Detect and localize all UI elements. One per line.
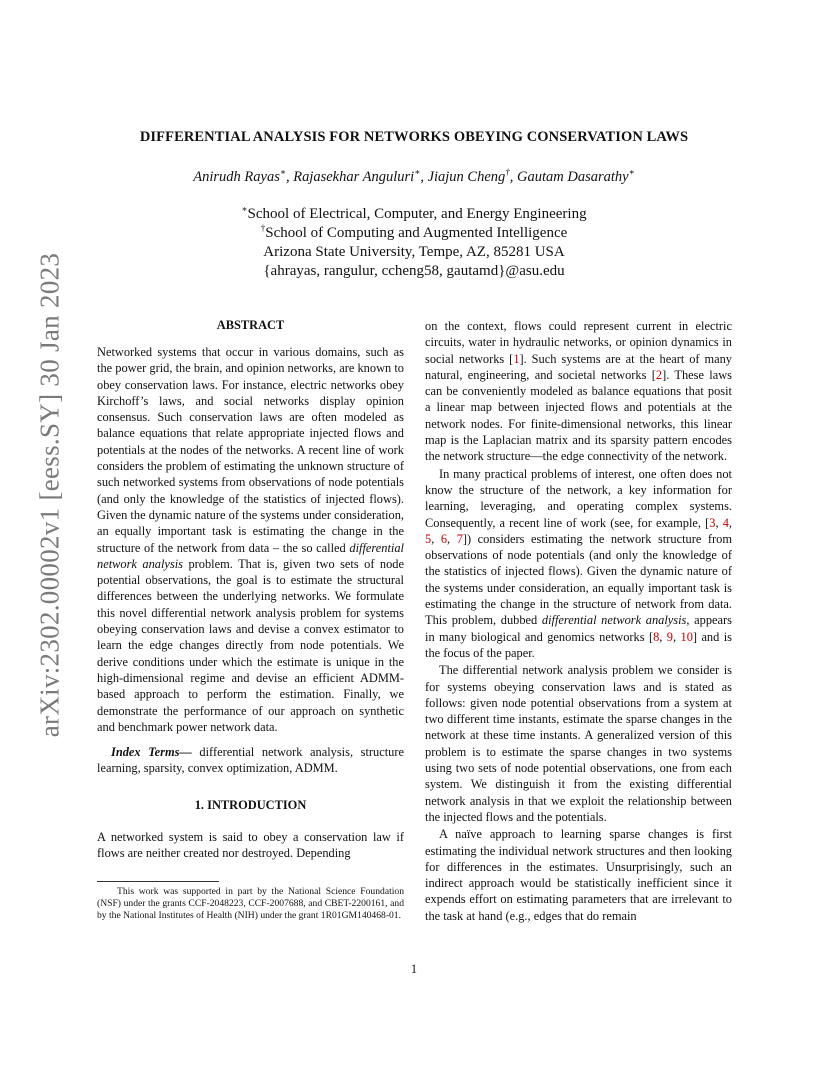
affiliation-text: School of Electrical, Computer, and Energy Engineering xyxy=(247,206,587,222)
author-name: Jiajun Cheng xyxy=(427,169,506,185)
affiliation-line xyxy=(0,224,828,243)
citation-link[interactable]: 10 xyxy=(680,629,693,644)
paragraph-text: on the context, flows could represent current in electric circuits, water in hydraulic networks, or opinion dynamics in social networks [ xyxy=(425,319,732,366)
section-heading: 1. INTRODUCTION xyxy=(194,797,307,812)
citation-link[interactable]: 2 xyxy=(655,367,663,382)
index-terms-text: differential network analysis, structure learning, sparsity, convex optimization, ADMM. xyxy=(97,745,404,776)
author-name: Rajasekhar Anguluri xyxy=(293,169,415,185)
affiliation-mark: † xyxy=(505,167,510,178)
footnote: This work was supported in part by the National Science Foundation (NSF) under the grants CCF-2048223, CCF-2007688, and CBET-2200161, and by the National Institutes of Health (NIH) under the grant 1R01GM140468-01. xyxy=(97,886,404,921)
author-separator: , xyxy=(420,169,428,185)
intro-paragraph: A networked system is said to obey a conservation law if flows are neither created nor destroyed. Depending xyxy=(97,830,404,861)
citation-link[interactable]: 7 xyxy=(456,531,463,546)
citation-link[interactable]: 9 xyxy=(666,629,673,644)
citation-link[interactable]: 5 xyxy=(425,531,432,546)
affiliation-line xyxy=(0,205,828,224)
abstract-emphasis: differential network analysis xyxy=(97,540,404,571)
index-terms-label: Index Terms— xyxy=(111,745,192,760)
footnote-rule xyxy=(97,881,219,882)
abstract-text-part: Networked systems that occur in various domains, such as the power grid, the brain, and opinion networks, are known to obey conservation laws. For instance, electric networks obey Kirchoff’s laws, and social networks display opinion consensus. Such conservation laws are often modeled as balance equations that relate appropriate injected flows and potentials at the nodes of the networks. A recent line of work considers the problem of estimating the unknown structure of such networked systems from observations of node potentials (and only the knowledge of the statistics of injected flows). Given the dynamic nature of the systems under consideration, an equally important task is estimating the change in the structure of the network from data – the so called xyxy=(97,345,404,555)
author-name: Anirudh Rayas xyxy=(193,169,280,185)
paragraph-text: ] and is the focus of the paper. xyxy=(425,629,732,660)
abstract-text xyxy=(97,344,404,735)
intro-paragraph: The differential network analysis problem we consider is for systems obeying conservation laws and is stated as follows: given node potential observations from a system at two different time instants, estimate the sparse changes in the network at these time instants. A generalized version of this problem is to estimate the sparse changes in two systems using two sets of node potential observations, one from each system. We distinguish it from the existing differential network analysis in that we exploit the relationship between the injected flows and the potentials. xyxy=(425,663,732,824)
citation-link[interactable]: 8 xyxy=(653,629,660,644)
page-number: 1 xyxy=(410,962,418,976)
right-column xyxy=(425,318,732,924)
affiliations xyxy=(0,205,828,281)
citation-link[interactable]: 6 xyxy=(440,531,448,546)
paragraph-emphasis: differential network analysis xyxy=(541,613,687,628)
paragraph-text: In many practical problems of interest, one often does not know the structure of the network, a key information for learning, leveraging, and operating complex systems. Consequently, a recent line of work (see, for example, [ xyxy=(425,466,732,530)
author-separator: , xyxy=(285,169,294,185)
author-emails: {ahrayas, rangulur, ccheng58, gautamd}@asu.edu xyxy=(263,263,565,279)
intro-paragraph: In many practical problems of interest, one often does not know the structure of the network, a key information for learning, leveraging, and operating complex systems. Consequently, a recent line of work (see, for example, [3, 4, 5, 6, 7]) considers estimating the network structure from observations of node potentials (and only the knowledge of the statistics of injected flows). Given the dynamic nature of the systems under consideration, an equally important task is estimating the change in the structure of network from data. This problem, dubbed differential network analysis, appears in many biological and genomics networks [8, 9, 10] and is the focus of the paper. xyxy=(425,466,732,660)
paragraph-text: ]) considers estimating the network structure from observations of node potentials (and only the knowledge of the statistics of injected flows). Given the dynamic nature of the systems under consideration, an equally important task is estimating the change in the structure of network from data. This problem, dubbed xyxy=(425,531,732,628)
author-list xyxy=(0,169,828,186)
author-separator: , xyxy=(509,169,518,185)
affiliation-mark: † xyxy=(260,223,266,233)
intro-paragraph xyxy=(425,318,732,465)
paragraph-text: , appears in many biological and genomics networks [ xyxy=(425,613,732,644)
affiliation-mark: ∗ xyxy=(414,167,421,178)
abstract-text-part: problem. That is, given two sets of node potential observations, the goal is to estimate the structural differences between the underlying networks. We formulate this novel differential network analysis problem for systems obeying conservation laws and devise a convex estimator to learn the edge changes directly from node potentials. We derive conditions under which the estimate is unique in the high-dimensional regime and devise an efficient ADMM-based approach to perform the estimation. Finally, we demonstrate the performance of our approach on synthetic and benchmark power network data. xyxy=(97,556,404,734)
intro-paragraph: A naïve approach to learning sparse changes is first estimating the individual network structures and then looking for differences in the estimates. Unsurprisingly, such an indirect approach would be statistically inefficient since it expends effort on estimating parameters that are irrelevant to the task at hand (e.g., edges that do remain xyxy=(425,827,732,923)
affiliation-text: School of Computing and Augmented Intelligence xyxy=(265,225,568,241)
index-terms xyxy=(97,744,404,777)
affiliation-mark: ∗ xyxy=(279,167,286,178)
arxiv-identifier: arXiv:2302.00002v1 [eess.SY] 30 Jan 2023 xyxy=(34,252,65,738)
paragraph-text: ]. Such systems are at the heart of many natural, engineering, and societal networks [ xyxy=(425,351,732,382)
left-column xyxy=(97,344,404,862)
paper-title: DIFFERENTIAL ANALYSIS FOR NETWORKS OBEYING CONSERVATION LAWS xyxy=(139,129,689,145)
author-name: Gautam Dasarathy xyxy=(517,169,629,185)
affiliation-mark: ∗ xyxy=(628,167,635,178)
citation-link[interactable]: 3 xyxy=(709,515,716,530)
affiliation-line: Arizona State University, Tempe, AZ, 85281 USA xyxy=(263,244,565,260)
affiliation-mark: ∗ xyxy=(241,204,248,214)
paragraph-text: ]. These laws can be conveniently modeled as balance equations that posit a linear map between injected flows and potentials at the network nodes. For finite-dimensional networks, this linear map is the Laplacian matrix and its sparsity pattern encodes the network structure—the edge connectivity of the network. xyxy=(425,367,732,464)
citation-link[interactable]: 4 xyxy=(722,515,729,530)
abstract-heading: ABSTRACT xyxy=(216,318,285,332)
citation-link[interactable]: 1 xyxy=(513,351,520,366)
